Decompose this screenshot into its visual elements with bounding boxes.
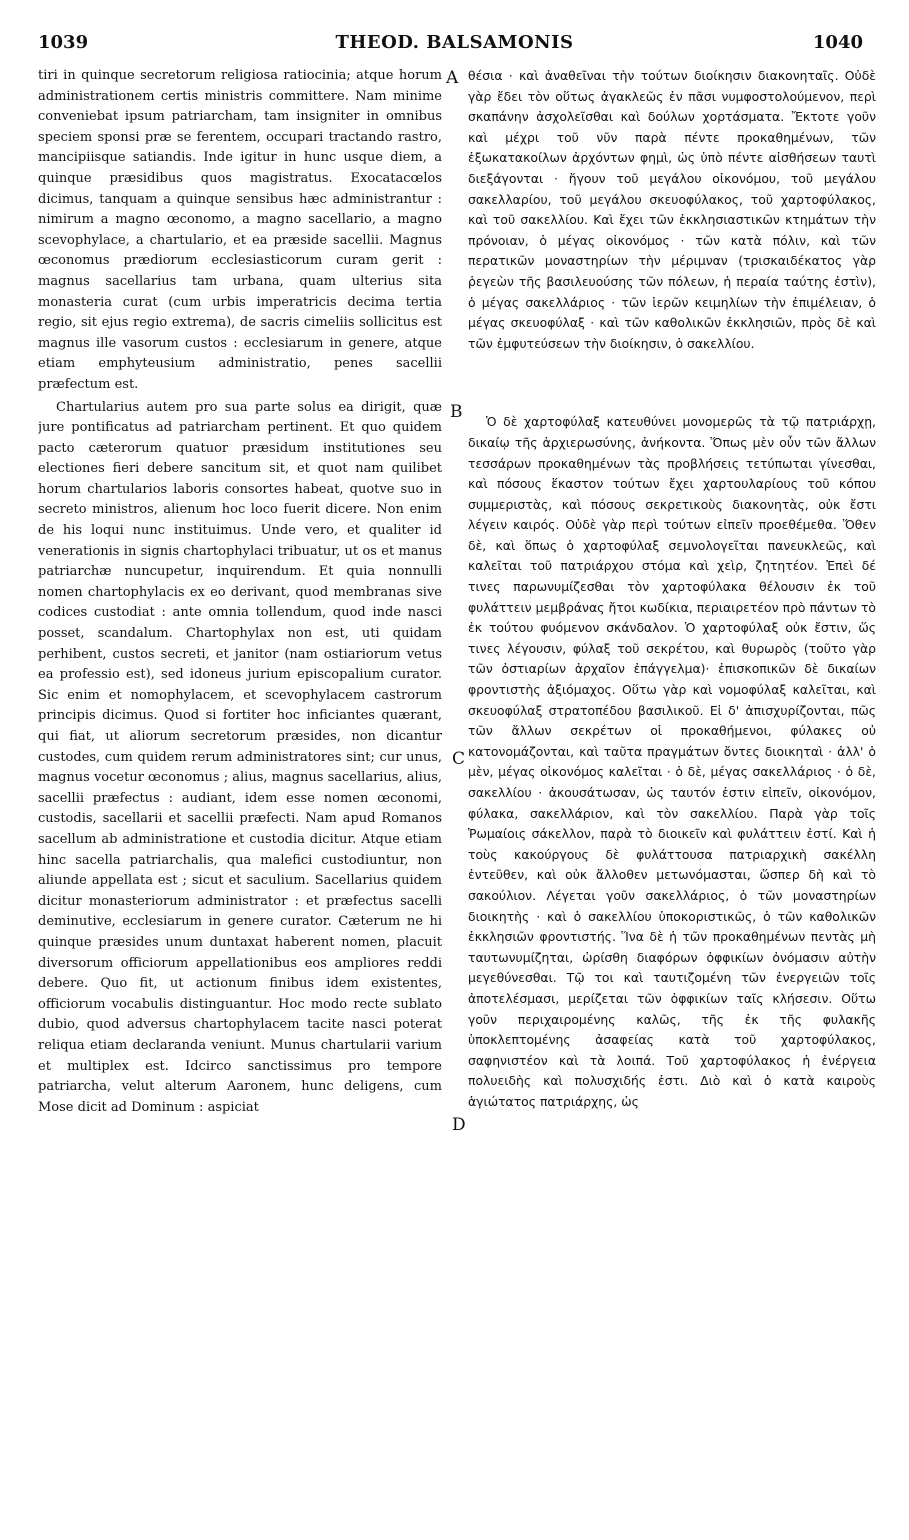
greek-column bbox=[468, 66, 876, 1506]
running-header bbox=[0, 0, 909, 60]
greek-paragraph-2: Ὁ δὲ χαρτοφύλαξ κατευθύνει μονομερῶς τὰ τῷ πατριάρχῃ, δικαίῳ τῆς ἀρχιερωσύνης, ἀνήκοντα. Ὅπως μὲν οὖν τῶν ἄλλων τεσσάρων προκαθημένων τὰς προβλήσεις τετύπωται γίνεσθαι, καὶ πόσους ἕκαστον τούτων ἔχει χαρτουλαρίους τοῦ κόπου συμμεριστὰς, καὶ πόσους σεκρετικοὺς διακονητὰς, οὐκ ἔστι λέγειν καιρός. Οὐδὲ γὰρ περὶ τούτων εἰπεῖν προεθέμεθα. Ὅθεν δὲ, καὶ ὅπως ὁ χαρτοφύλαξ σεμνολογεῖται πανευκλεῶς, καὶ καλεῖται τοῦ πατριάρχου στόμα καὶ χεὶρ, ζητητέον. Ἐπεὶ δέ τινες παρωνυμίζεσθαι τὸν χαρτοφύλακα θέλουσιν ἐκ τοῦ φυλάττειν μεμβράνας ἤτοι κωδίκια, περιαιρετέον πρὸ πάντων τὸ ἐκ τούτου φυόμενον σκάνδαλον. Ὁ χαρτοφύλαξ οὐκ ἔστιν, ὥς τινες λέγουσιν, φύλαξ τοῦ σεκρέτου, καὶ θυρωρὸς (τοῦτο γὰρ τῶν ὀστιαρίων ἀρχαῖον ἐπάγγελμα)· ἐπισκοπικῶν δὲ δικαίων φροντιστὴς ἀξιόμαχος. Οὕτω γὰρ καὶ νομοφύλαξ καλεῖται, καὶ σκευοφύλαξ στρατοπέδου βασιλικοῦ. Εἰ δ' ἀπισχυρίζονται, πῶς τῶν ἄλλων σεκρέτων οἱ προκαθήμενοι, φύλακες οὐ κατονομάζονται, καὶ ταῦτα πραγμάτων ὄντες διοικηταὶ · ἀλλ' ὁ μὲν, μέγας οἰκονόμος καλεῖται · ὁ δὲ, μέγας σακελλάριος · ὁ δὲ, σακελλίου · ἀκουσάτωσαν, ὡς ταυτόν ἐστιν εἰπεῖν, οἰκονόμον, φύλακα, σακελλάριον, καὶ τὸν σακελλίου. Παρὰ γὰρ τοῖς Ῥωμαίοις σάκελλον, παρὰ τὸ διοικεῖν καὶ φυλάττειν ἐστί. Καὶ ἡ τοὺς κακούργους δὲ φυλάττουσα πατριαρχικὴ σακέλλη ἐντεῦθεν, καὶ οὐκ ἄλλοθεν μετωνόμασται, ὥσπερ δὴ καὶ τὸ σακούλιον. Λέγεται γοῦν σακελλάριος, ὁ τῶν μοναστηρίων διοικητὴς · καὶ ὁ σακελλίου ὑποκοριστικῶς, ὁ τῶν καθολικῶν ἐκκλησιῶν φροντιστής. Ἵνα δὲ ἡ τῶν προκαθημένων πεντὰς μὴ ταυτωνυμίζηται, ὡρίσθη διαφόρων ὀφφικίων ὀνόμασιν αὐτὴν μεγεθύνεσθαι. Τῷ τοι καὶ ταυτιζομένη τῶν ἐνεργειῶν τοῖς ἀποτελέσμασι, μερίζεται τῶν ὀφφικίων ταῖς κλήσεσιν. Οὕτω γοῦν περιχαιρομένης καλῶς, τῆς ἐκ τῆς φυλακῆς ὑποκλεπτομένης ἀσαφείας κατὰ τοῦ χαρτοφύλακος, σαφηνιστέον καὶ τὰ λοιπά. Τοῦ χαρτοφύλακος ἡ ἐνέργεια πολυειδὴς καὶ πολυσχιδής ἐστι. Διὸ καὶ ὁ κατὰ καιροὺς ἁγιώτατος πατριάρχης, ὡς bbox=[468, 414, 876, 1109]
latin-column bbox=[38, 66, 442, 1506]
section-marker-d: D bbox=[452, 1115, 466, 1135]
section-marker-b: B bbox=[450, 402, 463, 422]
page-number-right: 1040 bbox=[812, 32, 863, 53]
greek-paragraph-1: θέσια · καὶ ἀναθεῖναι τὴν τούτων διοίκησιν διακονηταῖς. Οὐδὲ γὰρ ἔδει τὸν οὕτως ἀγακλεῶς ἐν πᾶσι νυμφοστολούμενον, περὶ σκαπάνην ἀσχολεῖσθαι καὶ δούλων χορτάσματα. Ἔκτοτε γοῦν καὶ μέχρι τοῦ νῦν παρὰ πέντε προκαθημένων, τῶν ἐξωκατακοίλων ἀρχόντων φημὶ, ὡς ὑπὸ πέντε αἰσθήσεων ταυτὶ διεξάγονται · ἤγουν τοῦ μεγάλου οἰκονόμου, τοῦ μεγάλου σακελλαρίου, τοῦ μεγάλου σκευοφύλακος, τοῦ χαρτοφύλακος, καὶ τοῦ σακελλίου. Καὶ ἔχει τῶν ἐκκλησιαστικῶν κτημάτων τὴν πρόνοιαν, ὁ μέγας οἰκονόμος · τῶν κατὰ πόλιν, καὶ τῶν περατικῶν μοναστηρίων τὴν μέριμναν (τρισκαιδέκατος γὰρ ῥεγεὼν τῆς βασιλευούσης τῶν πόλεων, ἡ περαία ταύτης ἐστὶν), ὁ μέγας σακελλάριος · τῶν ἱερῶν κειμηλίων τὴν ἐπιμέλειαν, ὁ μέγας σκευοφύλαξ · καὶ τῶν καθολικῶν ἐκκλησιῶν, πρὸς δὲ καὶ τῶν ἐμφυτεύσεων τὴν διοίκησιν, ὁ σακελλίου. bbox=[468, 68, 876, 351]
section-marker-c: C bbox=[452, 749, 466, 769]
latin-paragraph-1: tiri in quinque secretorum religiosa ratiocinia; atque horum administrationem certis ministris committere. Nam minime conveniebat ipsum patriarcham, tam insigniter in omnibus speciem sponsi præ se ferentem, occupari tractando rastro, mancipiisque satiandis. Inde igitur in hunc usque diem, a quinque præsidibus quos magistratus. Exocatacœlos dicimus, tanquam a quinque sensibus hæc administrantur : nimirum a magno œconomo, a magno sacellario, a magno scevophylace, a chartulario, et ea præside sacellii. Magnus œconomus prædiorum ecclesiasticorum curam gerit : magnus sacellarius tam urbana, quam ulterius sita monasteria curat (cum urbis imperatricis decima tertia regio, sit ejus regio extrema), de sacris cimeliis sollicitus est magnus ille vasorum custos : ecclesiarum in genere, atque etiam emphyteusium administratio, penes sacellii præfectum est. bbox=[38, 68, 442, 392]
section-marker-a: A bbox=[446, 68, 459, 88]
page-number-left: 1039 bbox=[38, 32, 89, 53]
running-title: THEOD. BALSAMONIS bbox=[335, 32, 574, 53]
latin-paragraph-2: Chartularius autem pro sua parte solus ea dirigit, quæ jure pontificatus ad patriarcham pertinent. Et quo quidem pacto cæterorum quatuor præsidum institutiones seu electiones fieri debere sancitum sit, et quot nam quilibet horum chartularios laboris consortes habeat, quotve suo in secreto ministros, alienum hoc loco fuerit dicere. Non enim de his loqui nunc instituimus. Unde vero, et qualiter id venerationis in signis chartophylaci tribuatur, ut os et manus patriarchæ nuncupetur, inquirendum. Et quia nonnulli nomen chartophylacis ex eo derivant, quod membranas sive codices custodiat : ante omnia tollendum, quod inde nasci posset, scandalum. Chartophylax non est, uti quidam perhibent, custos secreti, et janitor (nam ostiariorum vetus ea professio est), sed idoneus jurium episcopalium curator. Sic enim et nomophylacem, et scevophylacem castrorum principis dicimus. Quod si fortiter hoc inficiantes quærant, qui fiat, ut aliorum secretorum præsides, non dicantur custodes, cum quidem rerum administratores sint; cur unus, magnus vocetur œconomus ; alius, magnus sacellarius, alius, sacellii præfectus : audiant, idem esse nomen œconomi, custodis, sacellarii et sacellii præfecti. Nam apud Romanos sacellum ab administratione et custodia dicitur. Atque etiam hinc sacella patriarchalis, qua malefici custodiuntur, non aliunde appellata est ; sicut et saculium. Sacellarius quidem dicitur monasteriorum administrator : et præfectus sacelli deminutive, ecclesiarum in genere curator. Cæterum ne hi quinque præsides unum duntaxat haberent nomen, placuit diversorum officiorum appellationibus eos ampliores reddi debere. Quo fit, ut actionum finibus idem existentes, officiorum vocabulis distinguantur. Hoc modo recte sublato dubio, quod adversus chartophylacem tacite nasci poterat reliqua etiam declaranda veniunt. Munus chartularii varium et multiplex est. Idcirco sanctissimus pro tempore patriarcha, velut alterum Aaronem, hunc deligens, cum Mose dicit ad Dominum : aspiciat bbox=[38, 399, 442, 1115]
